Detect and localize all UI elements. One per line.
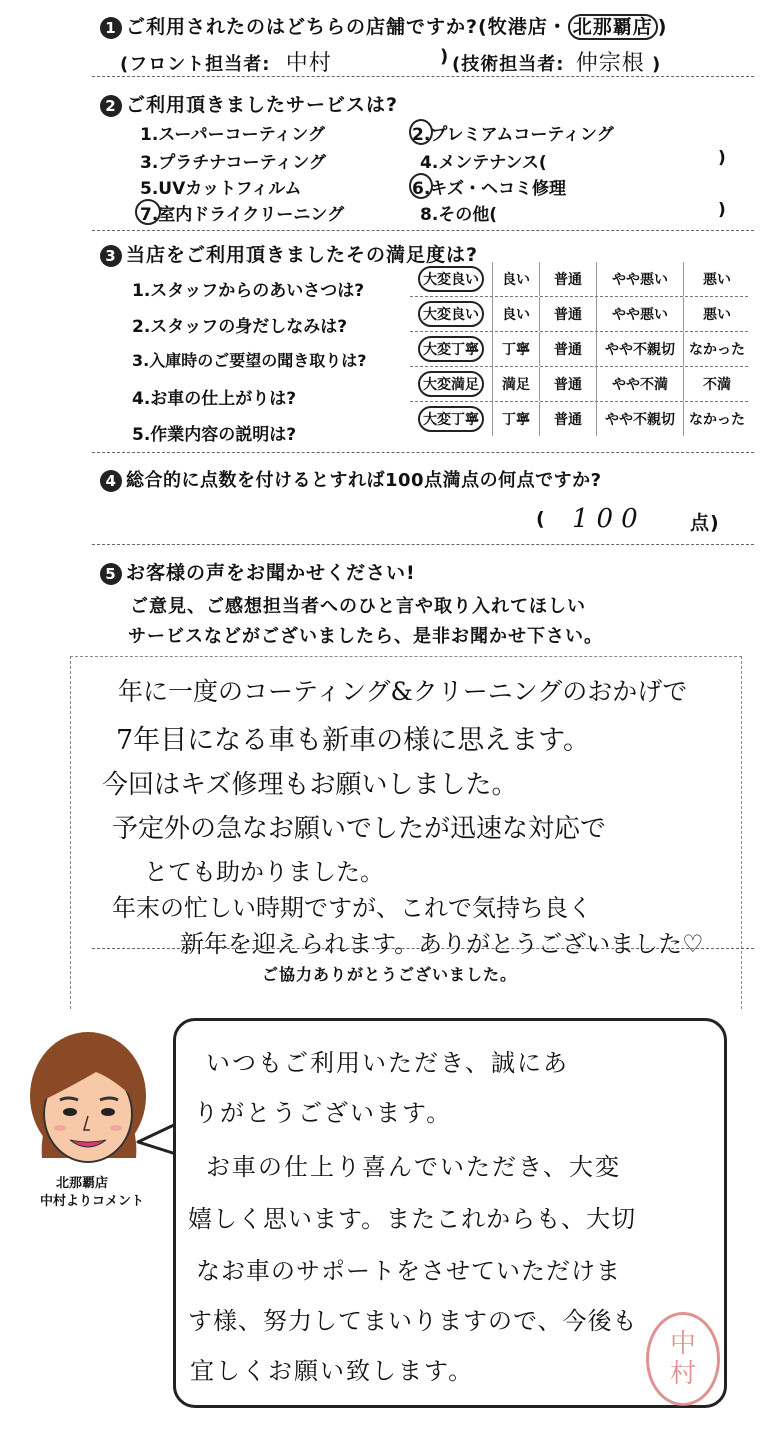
selection-circle	[409, 119, 433, 145]
rating-grid	[410, 262, 748, 436]
divider	[92, 76, 754, 77]
store-separator: ・	[547, 16, 568, 38]
rating-cell: 悪い	[683, 297, 750, 331]
rating-cell-selected	[410, 367, 492, 401]
rating-question-2: 2.スタッフの身だしなみは?	[132, 317, 348, 337]
rating-question-4: 4.お車の仕上がりは?	[132, 389, 297, 409]
q1-close-paren: )	[657, 16, 668, 38]
service-option-5: 5.UVカットフィルム	[140, 179, 302, 199]
rating-option-label: 大変丁寧	[418, 406, 484, 432]
service-option-3: 3.プラチナコーティング	[140, 153, 326, 173]
rating-cell-selected	[410, 402, 492, 436]
service-option-2-label: 2.プレミアムコーティング	[412, 125, 614, 145]
customer-answer-line-1: 年に一度のコーティング&クリーニングのおかげで	[118, 677, 688, 706]
stamp-character-1: 中	[669, 1329, 696, 1359]
rating-row	[410, 367, 748, 402]
divider	[92, 230, 754, 231]
q2-number-badge: 2	[100, 95, 122, 117]
q5-question	[100, 558, 416, 585]
selection-circle	[135, 199, 161, 225]
rating-question-3: 3.入庫時のご要望の聞き取りは?	[132, 351, 367, 370]
rating-cell: やや悪い	[596, 262, 683, 296]
tech-staff-close: )	[652, 54, 662, 75]
selection-circle	[409, 173, 433, 199]
service-option-2-selected	[412, 120, 614, 145]
staff-caption-line-2: 中村よりコメント	[40, 1194, 145, 1209]
rating-row	[410, 262, 748, 297]
rating-question-5: 5.作業内容の説明は?	[132, 425, 297, 445]
q4-question-text: 総合的に点数を付けるとすれば100点満点の何点ですか?	[126, 470, 602, 491]
stamp-character-2: 村	[669, 1359, 696, 1389]
q5-question-text: お客様の声をお聞かせください!	[126, 562, 416, 584]
staff-comment-bubble	[173, 1018, 727, 1408]
store-option-makiminato: 牧港店	[487, 16, 548, 38]
q3-question-text: 当店をご利用頂きましたその満足度は?	[126, 244, 479, 266]
score-open-paren: (	[536, 508, 546, 530]
rating-cell: 満足	[492, 367, 539, 401]
customer-answer-line-2: 7年目になる車も新車の様に思えます。	[116, 725, 591, 756]
front-staff-line	[120, 46, 332, 77]
staff-comment-line-6: す様、努力してまいりますので、今後も	[188, 1307, 638, 1335]
rating-cell: 不満	[683, 367, 750, 401]
customer-answer-line-5: とても助かりました。	[144, 858, 384, 886]
q2-question-text: ご利用頂きましたサービスは?	[126, 94, 399, 116]
q5-number-badge: 5	[100, 563, 122, 585]
rating-cell: 普通	[539, 297, 596, 331]
tech-staff-label: (技術担当者:	[452, 54, 565, 75]
rating-cell: 丁寧	[492, 332, 539, 366]
q5-instruction-1: ご意見、ご感想担当者へのひと言や取り入れてほしい	[130, 596, 586, 617]
rating-cell: 丁寧	[492, 402, 539, 436]
service-option-7-label: 7.室内ドライクリーニング	[140, 205, 345, 225]
service-option-1: 1.スーパーコーティング	[140, 125, 325, 145]
customer-answer-line-3: 今回はキズ修理もお願いしました。	[102, 770, 518, 800]
service-option-4-close: )	[718, 148, 726, 168]
rating-cell: 普通	[539, 367, 596, 401]
front-staff-label: (フロント担当者:	[120, 54, 271, 75]
rating-cell: なかった	[683, 332, 750, 366]
q4-question	[100, 466, 602, 492]
q5-instruction-2: サービスなどがございましたら、是非お聞かせ下さい。	[128, 626, 603, 647]
rating-cell: 普通	[539, 402, 596, 436]
thanks-footer: ご協力ありがとうございました。	[262, 965, 518, 984]
rating-cell: 悪い	[683, 262, 750, 296]
front-staff-close: )	[440, 46, 450, 67]
q1-number-badge: 1	[100, 17, 122, 39]
tech-staff-line	[452, 46, 661, 77]
q4-number-badge: 4	[100, 470, 122, 492]
staff-comment-line-2: りがとうございます。	[194, 1099, 453, 1127]
tech-staff-value: 仲宗根	[575, 51, 645, 76]
q1-question	[100, 12, 667, 39]
rating-option-label: 大変満足	[418, 371, 484, 397]
score-value: 100	[572, 504, 646, 534]
customer-answer-line-7: 新年を迎えられます。ありがとうございました♡	[180, 930, 704, 958]
service-option-6-label: 6.キズ・ヘコミ修理	[412, 179, 566, 199]
rating-option-label: 大変良い	[418, 301, 484, 327]
staff-caption-line-1: 北那覇店	[56, 1176, 109, 1191]
q2-question	[100, 90, 398, 117]
service-option-4: 4.メンテナンス(	[420, 153, 547, 173]
customer-answer-line-6: 年末の忙しい時期ですが、これで気持ち良く	[112, 894, 592, 922]
service-option-7-selected	[140, 200, 344, 225]
front-staff-value: 中村	[285, 51, 332, 76]
rating-cell: なかった	[683, 402, 750, 436]
staff-comment-line-3: お車の仕上り喜んでいただき、大変	[206, 1153, 622, 1181]
rating-cell: 普通	[539, 332, 596, 366]
divider	[92, 544, 754, 545]
rating-row	[410, 332, 748, 367]
rating-cell-selected	[410, 297, 492, 331]
store-option-kitanaha-selected: 北那覇店	[568, 14, 658, 40]
rating-cell: やや不満	[596, 367, 683, 401]
staff-comment-line-1: いつもご利用いただき、誠にあ	[206, 1049, 570, 1077]
rating-cell: 良い	[492, 262, 539, 296]
rating-row	[410, 402, 748, 436]
rating-cell: やや不親切	[596, 402, 683, 436]
rating-question-1: 1.スタッフからのあいさつは?	[132, 281, 365, 301]
rating-cell: 普通	[539, 262, 596, 296]
personal-seal-stamp	[646, 1312, 720, 1406]
staff-comment-line-7: 宜しくお願い致します。	[190, 1357, 475, 1385]
rating-option-label: 大変良い	[418, 266, 484, 292]
rating-cell-selected	[410, 332, 492, 366]
rating-cell: やや不親切	[596, 332, 683, 366]
rating-option-label: 大変丁寧	[418, 336, 484, 362]
service-option-6-selected	[412, 174, 566, 199]
score-unit: 点)	[690, 512, 720, 534]
service-option-8-close: )	[718, 200, 726, 220]
rating-cell: 良い	[492, 297, 539, 331]
q1-question-text: ご利用されたのはどちらの店舗ですか?(	[126, 16, 488, 38]
rating-cell: やや悪い	[596, 297, 683, 331]
q3-number-badge: 3	[100, 245, 122, 267]
staff-comment-line-5: なお車のサポートをさせていただけま	[196, 1257, 621, 1285]
service-option-8: 8.その他(	[420, 205, 498, 225]
rating-cell-selected	[410, 262, 492, 296]
staff-comment-line-4: 嬉しく思います。またこれからも、大切	[188, 1205, 637, 1233]
customer-answer-line-4: 予定外の急なお願いでしたが迅速な対応で	[112, 814, 607, 844]
rating-row	[410, 297, 748, 332]
divider	[92, 452, 754, 453]
